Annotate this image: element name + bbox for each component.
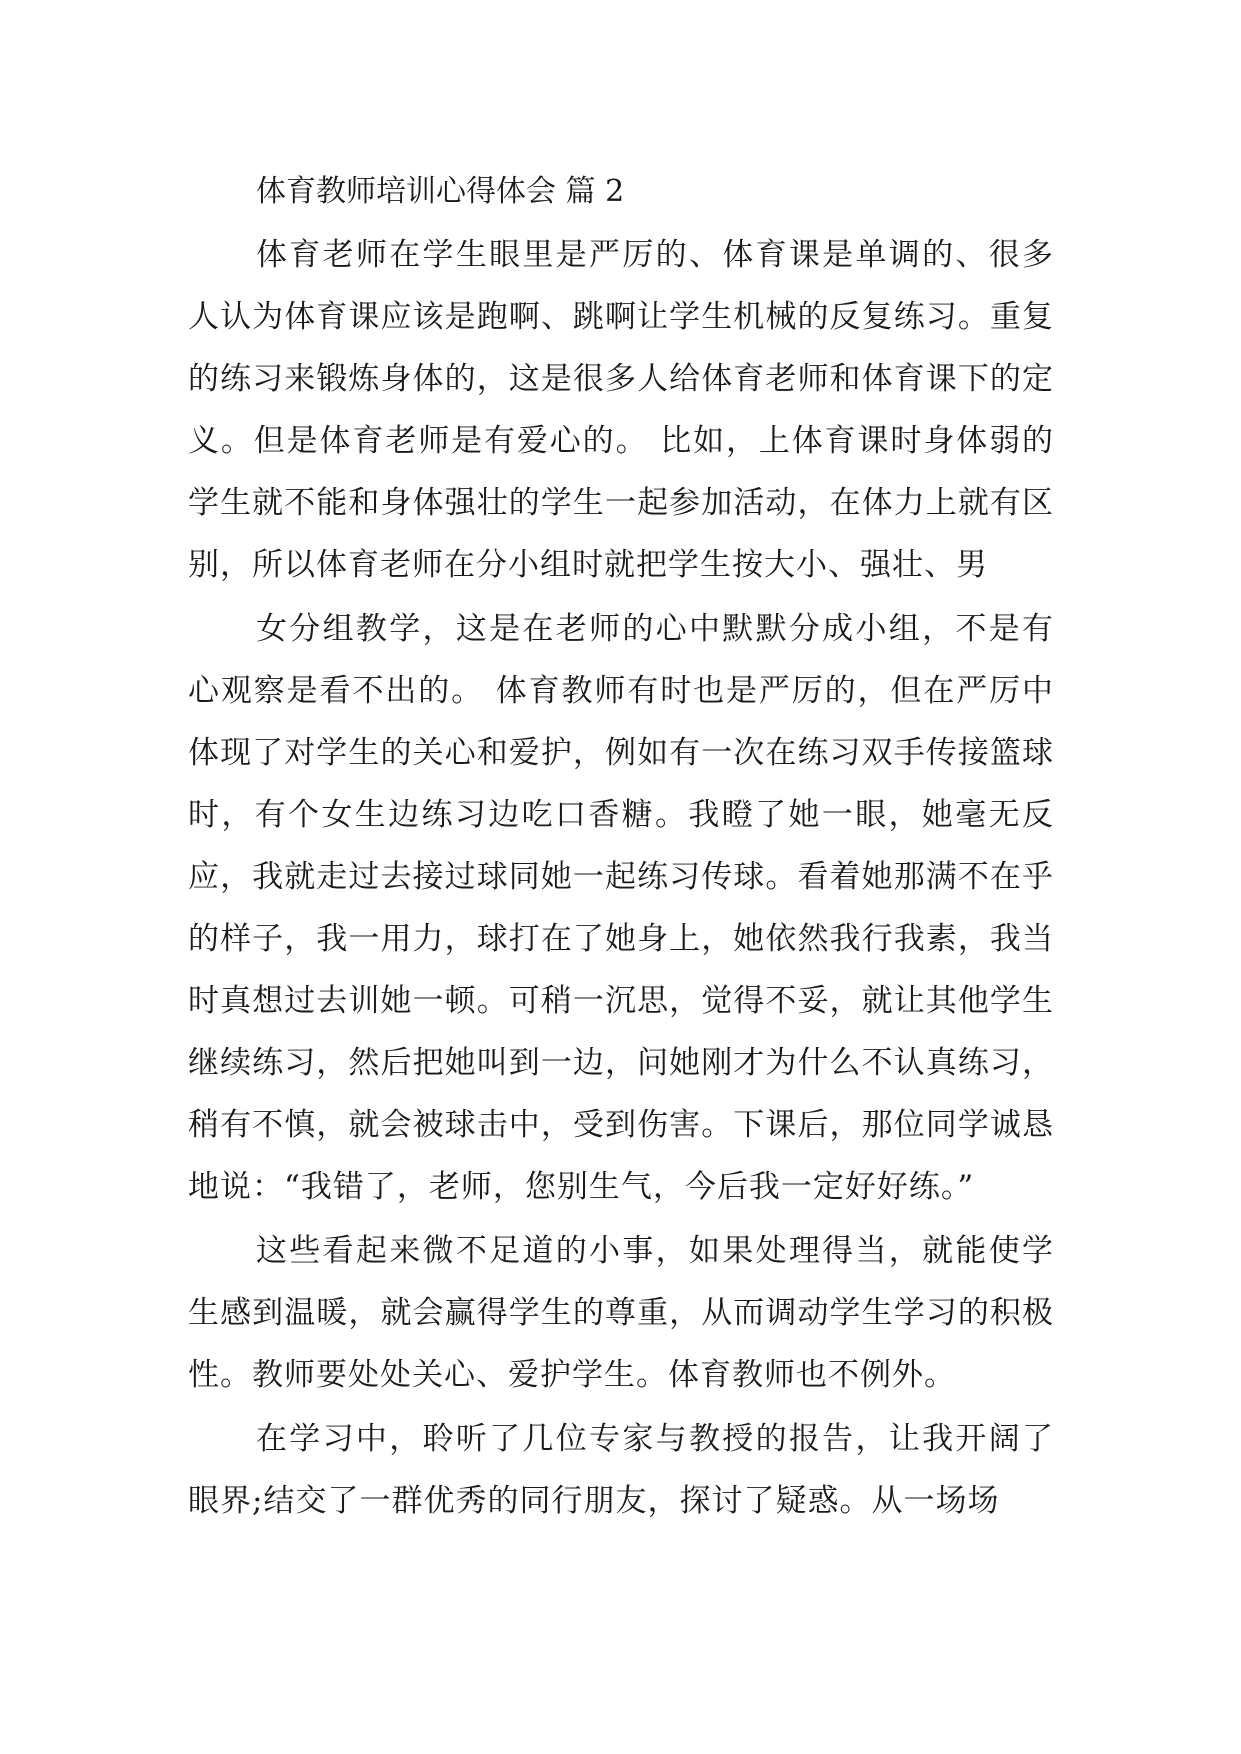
paragraph-3: 这些看起来微不足道的小事，如果处理得当，就能使学生感到温暖，就会赢得学生的尊重，从而调动学生学习的积极性。教师要处处关心、爱护学生。体育教师也不例外。 xyxy=(188,1233,1054,1393)
document-body xyxy=(188,160,1054,1532)
paragraph-4: 在学习中，聆听了几位专家与教授的报告，让我开阔了眼界;结交了一群优秀的同行朋友，探讨了疑惑。从一场场 xyxy=(188,1421,1054,1519)
paragraph-2: 女分组教学，这是在老师的心中默默分成小组，不是有心观察是看不出的。 体育教师有时也是严厉的，但在严厉中体现了对学生的关心和爱护，例如有一次在练习双手传接篮球时，有个女生边练习边吃口香糖。我瞪了她一眼，她毫无反应，我就走过去接过球同她一起练习传球。看着她那满不在乎的样子，我一用力，球打在了她身上，她依然我行我素，我当时真想过去训她一顿。可稍一沉思，觉得不妥，就让其他学生继续练习，然后把她叫到一边，问她刚才为什么不认真练习，稍有不慎，就会被球击中，受到伤害。下课后，那位同学诚恳地说：“我错了，老师，您别生气，今后我一定好好练。” xyxy=(188,611,1054,1205)
document-title: 体育教师培训心得体会 篇 2 xyxy=(256,174,625,209)
paragraph-1: 体育老师在学生眼里是严厉的、体育课是单调的、很多人认为体育课应该是跑啊、跳啊让学生机械的反复练习。重复的练习来锻炼身体的，这是很多人给体育老师和体育课下的定义。但是体育老师是有爱心的。 比如，上体育课时身体弱的学生就不能和身体强壮的学生一起参加活动，在体力上就有区别，所以体育老师在分小组时就把学生按大小、强壮、男 xyxy=(188,237,1054,583)
